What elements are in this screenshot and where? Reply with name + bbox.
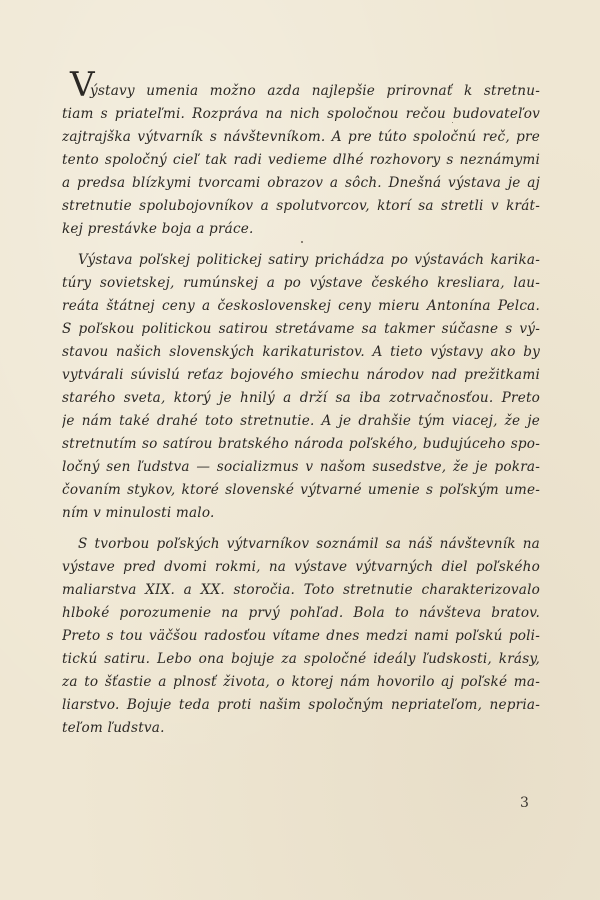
first-line: [62, 65, 540, 105]
text-line: liarstvo. Bojuje teda proti našim spoločným nepriateľom, nepria-: [62, 697, 540, 713]
drop-cap-letter: V: [70, 65, 95, 105]
paper-speck: [301, 241, 303, 243]
paragraph-2: [62, 249, 540, 525]
text-line: maliarstva XIX. a XX. storočia. Toto stretnutie charakterizovalo: [62, 582, 540, 598]
paragraph-1: [62, 65, 540, 241]
text-line: tickú satiru. Lebo ona bojuje za spoločné ideály ľudskosti, krásy,: [62, 651, 540, 667]
text-line: starého sveta, ktorý je hnilý a drží sa iba zotrvačnosťou. Preto: [62, 390, 540, 406]
text-line: zajtrajška výtvarník s návštevníkom. A pre túto spoločnú reč, pre: [62, 129, 540, 145]
text-line: stavou našich slovenských karikaturistov. A tieto výstavy ako by: [62, 344, 540, 360]
text-line: ýstavy umenia možno azda najlepšie prirovnať k stretnu-: [90, 83, 540, 99]
paper-speck: [452, 122, 453, 123]
text-line: je nám také drahé toto stretnutie. A je drahšie tým viacej, že je: [62, 413, 540, 429]
text-line: túry sovietskej, rumúnskej a po výstave českého kresliara, lau-: [62, 275, 540, 291]
text-line: hlboké porozumenie na prvý pohľad. Bola to návšteva bratov.: [62, 605, 540, 621]
text-line: S tvorbou poľských výtvarníkov soznámil sa náš návštevník na: [78, 536, 540, 552]
page-number: 3: [520, 795, 529, 811]
text-line: stretnutím so satírou bratského národa poľského, budujúceho spo-: [62, 436, 540, 452]
body-text: [62, 65, 540, 748]
text-line: stretnutie spolubojovníkov a spolutvorcov, ktorí sa stretli v krát-: [62, 198, 540, 214]
text-line: čovaním stykov, ktoré slovenské výtvarné umenie s poľským ume-: [62, 482, 540, 498]
text-line: tiam s priateľmi. Rozpráva na nich spoločnou rečou budovateľov: [62, 106, 540, 122]
text-line: Výstava poľskej politickej satiry prichádza po výstavách karika-: [78, 252, 540, 268]
text-line: reáta štátnej ceny a československej ceny mieru Antonína Pelca.: [62, 298, 540, 314]
text-line: ločný sen ľudstva — socializmus v našom susedstve, že je pokra-: [62, 459, 540, 475]
text-line: teľom ľudstva.: [62, 720, 165, 736]
text-line: Preto s tou väčšou radosťou vítame dnes medzi nami poľskú poli-: [62, 628, 540, 644]
text-line: za to šťastie a plnosť života, o ktorej nám hovorilo aj poľské ma-: [62, 674, 540, 690]
text-line: vytvárali súvislú reťaz bojového smiechu národov nad prežitkami: [62, 367, 540, 383]
paragraph-3: [62, 533, 540, 740]
text-line: kej prestávke boja a práce.: [62, 221, 254, 237]
text-line: výstave pred dvomi rokmi, na výstave výtvarných diel poľského: [62, 559, 540, 575]
text-line: ním v minulosti malo.: [62, 505, 215, 521]
text-line: tento spoločný cieľ tak radi vedieme dlhé rozhovory s neznámymi: [62, 152, 540, 168]
text-line: a predsa blízkymi tvorcami obrazov a sôch. Dnešná výstava je aj: [62, 175, 540, 191]
text-line: S poľskou politickou satirou stretávame sa takmer súčasne s vý-: [62, 321, 540, 337]
